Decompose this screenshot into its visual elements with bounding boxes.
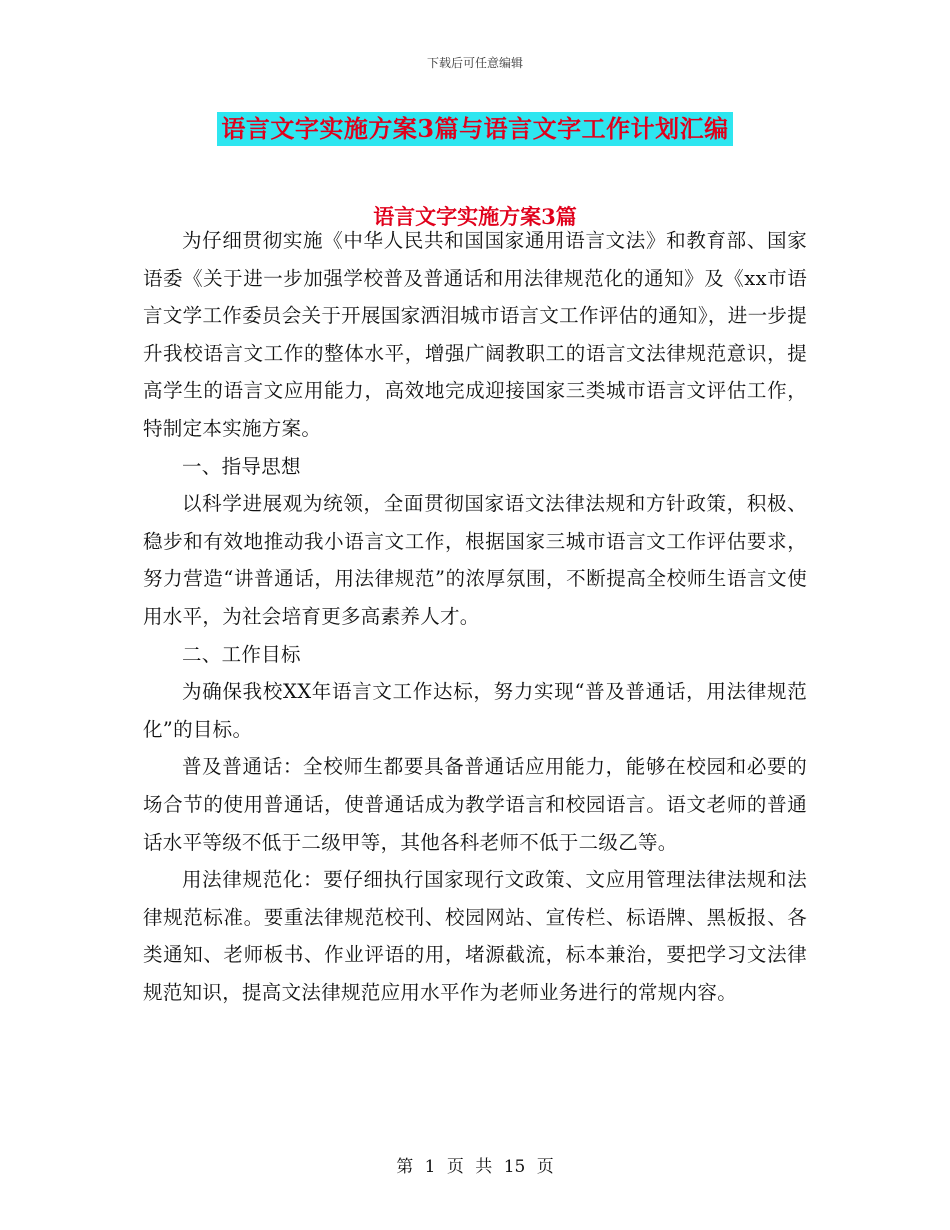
heading-work-goals: 二、工作目标 [182,642,301,666]
heading-guiding-ideology: 一、指导思想 [182,454,301,478]
page-footer: 第 1 页 共 15 页 [396,1157,554,1177]
paragraph-intro: 为仔细贯彻实施《中华人民共和国国家通用语言文法》和教育部、国家语委《关于进一步加强学校普及普通话和用法律规范化的通知》及《xx市语言文学工作委员会关于开展国家洒泪城市语言文工作评估的通知》，进一步提升我校语言文工作的整体水平，增强广阔教职工的语言文法律规范意识，提高学生的语言文应用能力，高效地完成迎接国家三类城市语言文评估工作，特制定本实施方案。 [143,229,807,440]
paragraph-standardization: 用法律规范化：要仔细执行国家现行文政策、文应用管理法律法规和法律规范标准。要重法律规范校刊、校园网站、宣传栏、标语牌、黑板报、各类通知、老师板书、作业评语的用，堵源截流，标本兼治，要把学习文法律规范知识，提高文法律规范应用水平作为老师业务进行的常规内容。 [143,868,807,1004]
document-body [143,222,807,1011]
document-main-title: 语言文字实施方案3篇与语言文字工作计划汇编 [217,112,732,146]
section-title: 语言文字实施方案3篇 [373,204,577,229]
paragraph-guiding-ideology: 以科学进展观为统领，全面贯彻国家语文法律法规和方针政策，积极、稳步和有效地推动我小语言文工作，根据国家三城市语言文工作评估要求，努力营造“讲普通话，用法律规范”的浓厚氛围，不断提高全校师生语言文使用水平，为社会培育更多高素养人才。 [143,492,807,628]
paragraph-mandarin: 普及普通话：全校师生都要具备普通话应用能力，能够在校园和必要的场合节的使用普通话，使普通话成为教学语言和校园语言。语文老师的普通话水平等级不低于二级甲等，其他各科老师不低于二级乙等。 [143,755,807,854]
page-header-note: 下载后可任意编辑 [426,56,523,70]
main-title-container [0,112,950,146]
paragraph-work-goals: 为确保我校XX年语言文工作达标，努力实现“普及普通话，用法律规范化”的目标。 [143,680,807,741]
